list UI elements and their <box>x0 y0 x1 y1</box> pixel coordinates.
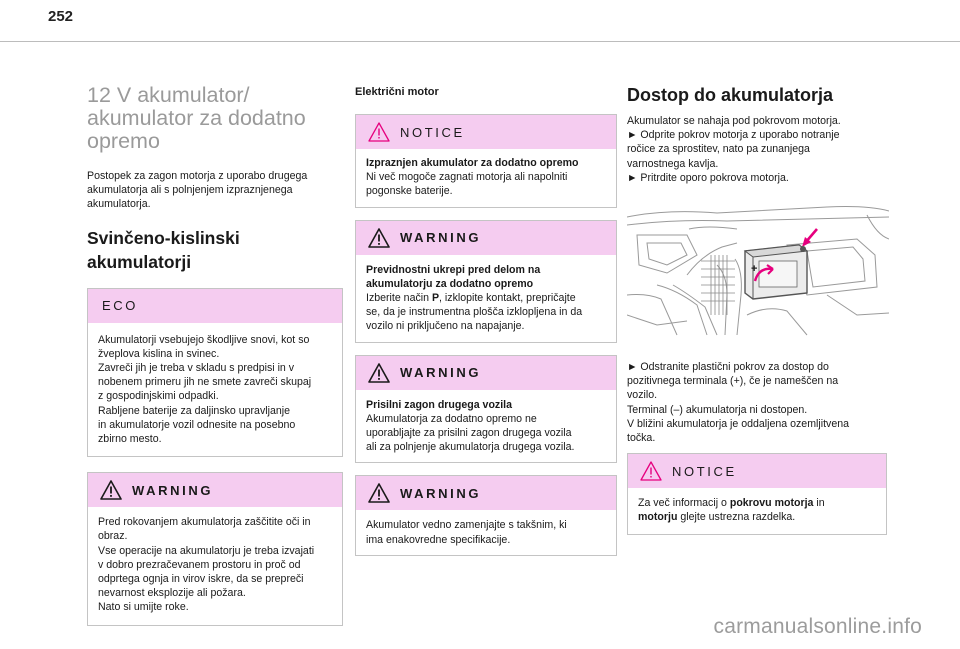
notice-box-body: Izpraznjen akumulator za dodatno opremo Ni več mogoče zagnati motorja ali napolniti pogonske baterije. <box>366 157 579 198</box>
title-line: opremo <box>87 129 160 153</box>
access-instructions: Akumulator se nahaja pod pokrovom motorja. ► Odprite pokrov motorja z uporabo notranje ročice za sprostitev, nato pa zunanjega varnostnega kavlja. ► Pritrdite oporo pokrova motorja. <box>627 115 841 184</box>
page-number: 252 <box>48 8 74 25</box>
title-line: 12 V akumulator/ <box>87 83 250 107</box>
warning-label: WARNING <box>132 482 214 498</box>
notice-label: NOTICE <box>672 463 737 479</box>
ground-point-icon <box>800 246 806 252</box>
warning-box <box>355 355 617 464</box>
warning-box-header <box>88 473 342 507</box>
warning-box <box>355 475 617 555</box>
title-line: akumulator za dodatno <box>87 106 306 130</box>
warning-label: WARNING <box>400 230 482 246</box>
intro-text: Postopek za zagon motorja z uporabo drugega akumulatorja ali s polnjenjem izpraznjenega akumulatorja. <box>87 170 308 211</box>
warning-triangle-icon <box>368 363 390 383</box>
warning-box-body: Akumulator vedno zamenjajte s takšnim, ki ima enakovredne specifikacije. <box>366 519 567 546</box>
notice-box <box>355 114 617 208</box>
notice-box-header <box>356 115 616 149</box>
plus-terminal-symbol: + <box>751 263 758 276</box>
warning-box-header <box>356 356 616 390</box>
section-title: Dostop do akumulatorja <box>627 85 834 105</box>
column-right <box>627 84 887 535</box>
header-rule <box>0 41 960 42</box>
eco-box-header <box>88 289 342 323</box>
notice-box <box>627 453 887 534</box>
notice-box-body: Za več informacij o pokrovu motorja in motorju glejte ustrezna razdelka. <box>638 497 825 524</box>
engine-bay-drawing <box>627 195 889 342</box>
warning-box <box>87 472 343 625</box>
warning-box-body: Pred rokovanjem akumulatorja zaščitite oči in obraz. Vse operacije na akumulatorju je treba izvajati v dobro prezračevanem prostoru in proč od odprtega ognja in virov iskre, da se prepreči nevarnost eksplozije ali požara. Nato si umijte roke. <box>98 516 315 614</box>
terminal-instructions: ► Odstranite plastični pokrov za dostop do pozitivnega terminala (+), če je nameščen na vozilo. Terminal (–) akumulatorja ni dostopen. V bližini akumulatorja je oddaljena ozemljitvena točka. <box>627 361 850 445</box>
notice-box-header <box>628 454 886 488</box>
footer-watermark: carmanualsonline.info <box>713 615 922 638</box>
warning-triangle-icon <box>100 480 122 500</box>
warning-box-body: Prisilni zagon drugega vozila Akumulatorja za dodatno opremo ne uporabljajte za prisilni zagon drugega vozila ali za polnjenje akumulatorja drugega vozila. <box>366 398 575 454</box>
notice-label: NOTICE <box>400 124 465 140</box>
warning-label: WARNING <box>400 485 482 501</box>
warning-box-body: Previdnostni ukrepi pred delom na akumulatorju za dodatno opremo Izberite način P, izklopite kontakt, prepričajte se, da je instrumentna plošča izklopljena in da vozilo ni priključeno na napajanje. <box>366 263 583 333</box>
notice-triangle-icon <box>368 122 390 142</box>
section-title: Svinčeno-kislinski akumulatorji <box>87 227 240 272</box>
warning-box-header <box>356 221 616 255</box>
section-heading: Električni motor <box>355 86 439 98</box>
warning-label: WARNING <box>400 365 482 381</box>
page-title <box>87 84 343 153</box>
pointer-arrow-icon <box>802 229 817 247</box>
notice-triangle-icon <box>640 461 662 481</box>
column-left <box>87 84 343 626</box>
warning-triangle-icon <box>368 483 390 503</box>
column-middle <box>355 86 617 556</box>
warning-triangle-icon <box>368 228 390 248</box>
warning-box <box>355 220 617 343</box>
eco-box <box>87 288 343 458</box>
warning-box-header <box>356 476 616 510</box>
battery-location-illustration <box>627 195 889 342</box>
eco-label: ECO <box>102 298 138 314</box>
eco-box-body: Akumulatorji vsebujejo škodljive snovi, kot so žveplova kislina in svinec. Zavreči jih je treba v skladu s predpisi in v nobenem primeru jih ne smete zavreči skupaj z gospodinjskimi odpadki. Rabljene baterije za daljinsko upravljanje in akumulatorje vozil odnesite na posebno zbirno mesto. <box>98 333 312 446</box>
